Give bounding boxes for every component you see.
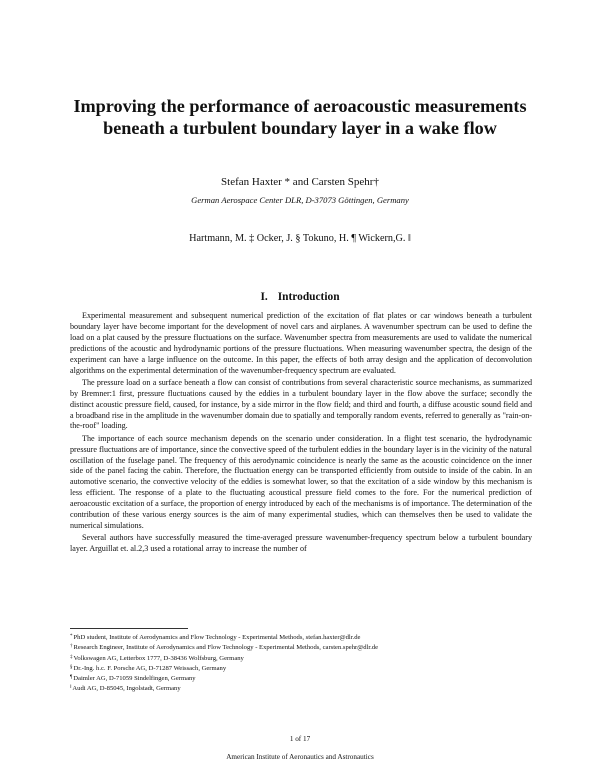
- paper-title: Improving the performance of aeroacoustic measurements beneath a turbulent boundary layer in a wake flow: [73, 96, 527, 138]
- footnote-mark: ‖: [70, 685, 72, 691]
- paragraph: The importance of each source mechanism depends on the scenario under consideration. In a flight test scenario, the hydrodynamic pressure fluctuations are of importance, since the convective speed of the turbulent eddies in the boundary layer is in the vicinity of the natural oscillation of the fuselage panel. The frequency of this aerodynamic coincidence is nearly the same as the acoustic coincidence on the inner side of the panel facing the cabin. Therefore, the fluctuation energy can be transported efficiently from outside to inside of the cabin. In an automotive scenario, the convective velocity of the eddies is somewhat lower, so that the excitation of a side window by this mechanism is less efficient. The response of a plate to the fluctuating acoustical pressure field comes to the fore. For the numerical prediction of aeroacoustic excitation of a surface, the proportion of energy introduced by each of the mechanisms is of importance. The determination of the contribution of these various energy sources is the aim of many experimental studies, which can themselves then be used to validate the numerical simulations.: [70, 433, 533, 530]
- footnote-text: PhD student, Institute of Aerodynamics and Flow Technology - Experimental Methods, stefan.haxter@dlr.de: [73, 634, 361, 641]
- footnote: [70, 663, 540, 673]
- footnote-text: Research Engineer, Institute of Aerodynamics and Flow Technology - Experimental Methods, carsten.spehr@dlr.de: [73, 644, 379, 652]
- footnote-text: Volkswagen AG, Letterbox 1777, D-38436 Wolfsburg, Germany: [73, 654, 244, 662]
- section-number: I.: [260, 291, 268, 303]
- footnote-divider: [70, 628, 188, 629]
- coauthor-names: Hartmann, M. ‡ Ocker, J. § Tokuno, H. ¶ Wickern,G. ‖: [189, 233, 411, 244]
- paragraph: Experimental measurement and subsequent numerical prediction of the excitation of flat plates or car windows beneath a turbulent boundary layer have become important for the development of novel cars and airplanes. A wavenumber spectrum can be used to define the load on a plat caused by the pressure fluctuations on the surface. Wavenumber spectra from measurements are used to validate the numerical predictions of the acoustic and hydrodynamic portions of the pressure fluctuations. When measuring wavenumber spectra, the design of the experiment can have a large influence on the outcome. In this paper, the effects of both array design and the application of deconvolution algorithms on the experimental determination of the wavenumber-frequency spectrum are evaluated.: [70, 311, 532, 375]
- page-number: 1 of 17: [289, 735, 311, 743]
- footnote-text: Audi AG, D-85045, Ingolstadt, Germany: [72, 685, 181, 693]
- section-heading: [0, 291, 600, 303]
- section-title: Introduction: [277, 291, 340, 303]
- footnote: [70, 653, 540, 663]
- footnotes: [70, 632, 540, 694]
- publisher-footer: American Institute of Aeronautics and Astronautics: [226, 753, 374, 761]
- footnote-mark: *: [70, 634, 73, 639]
- body-text: [70, 311, 532, 557]
- footnote-text: Daimler AG, D-71059 Sindelfingen, Germany: [73, 675, 196, 683]
- footnote: [70, 632, 540, 642]
- footnote: [70, 673, 540, 683]
- author-names: Stefan Haxter * and Carsten Spehr†: [221, 176, 379, 188]
- paragraph: The pressure load on a surface beneath a flow can consist of contributions from several characteristic source mechanisms, as summarized by Bremner:1 first, pressure fluctuations caused by the eddies in a turbulent boundary layer in the flow above the surface; secondly the distinct acoustic pressure field, caused, for instance, by a side mirror in the flow field; and third and fourth, a diffuse acoustic sound field and a broadband rise in the amplitude in the wavenumber domain due to spatially and temporally random events, referred to generally as "rain-on-the-roof" loading.: [70, 377, 532, 431]
- paragraph: Several authors have successfully measured the time-averaged pressure wavenumber-frequency spectrum below a turbulent boundary layer. Arguillat et. al.2,3 used a rotational array to increase the number of: [70, 533, 532, 554]
- footnote-mark: †: [70, 644, 73, 650]
- footnote: [70, 683, 540, 693]
- footnote-mark: ‡: [70, 654, 73, 660]
- footnote: [70, 642, 540, 652]
- author-affiliation: German Aerospace Center DLR, D-37073 Göttingen, Germany: [191, 195, 409, 205]
- footnote-mark: §: [70, 664, 73, 670]
- footnote-mark: ¶: [70, 675, 73, 681]
- footnote-text: Dr.-Ing. h.c. F. Porsche AG, D-71287 Weissach, Germany: [73, 664, 227, 672]
